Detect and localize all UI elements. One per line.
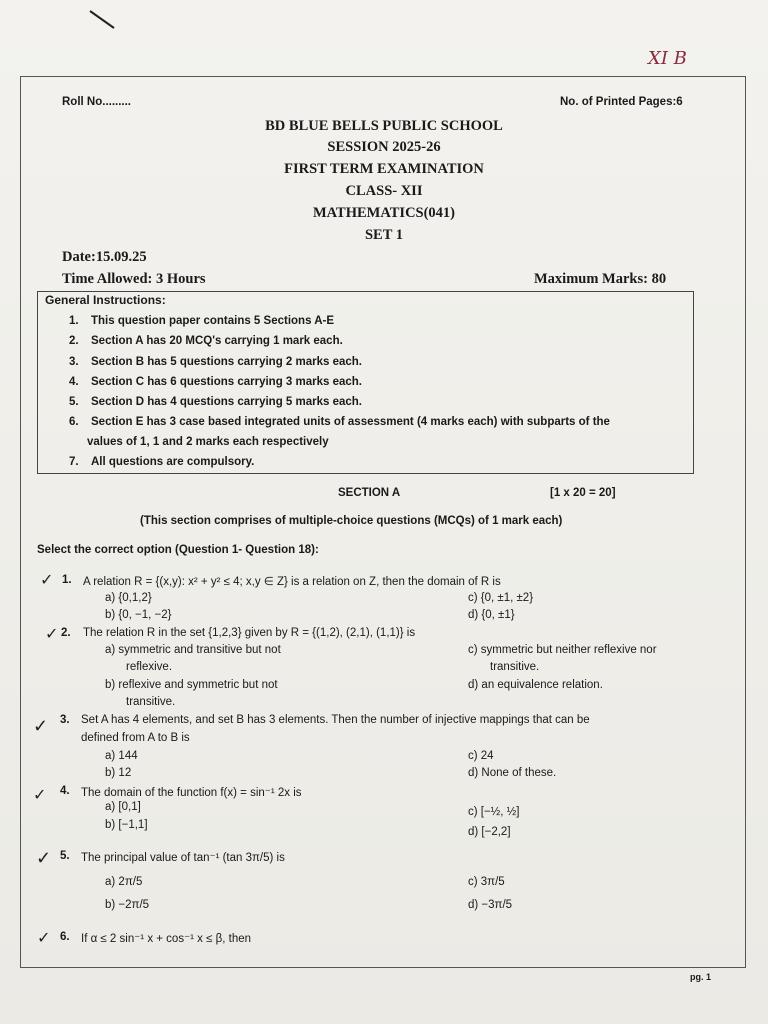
instructions-title: General Instructions: — [45, 293, 166, 307]
session: SESSION 2025-26 — [327, 139, 441, 155]
exam-date: Date:15.09.25 — [62, 249, 147, 265]
check-mark-icon: ✓ — [37, 930, 51, 947]
class-annotation: XI B — [648, 48, 687, 69]
check-mark-icon: ✓ — [40, 572, 54, 589]
check-mark-icon: ✓ — [36, 848, 52, 868]
check-mark-icon: ✓ — [33, 787, 47, 804]
check-mark-icon: ✓ — [33, 716, 49, 736]
select-instruction: Select the correct option (Question 1- Question 18): — [37, 544, 319, 556]
time-allowed: Time Allowed: 3 Hours — [62, 271, 206, 287]
school-name: BD BLUE BELLS PUBLIC SCHOOL — [265, 118, 503, 134]
class-label: CLASS- XII — [345, 183, 423, 199]
max-marks: Maximum Marks: 80 — [534, 271, 667, 287]
exam-title: FIRST TERM EXAMINATION — [284, 161, 484, 177]
section-description: (This section comprises of multiple-choice questions (MCQs) of 1 mark each) — [140, 515, 563, 527]
roll-no: Roll No......... — [62, 96, 131, 108]
pen-stroke-icon — [88, 8, 118, 32]
page-number: pg. 1 — [690, 972, 712, 982]
section-marks: [1 x 20 = 20] — [550, 487, 616, 499]
section-title: SECTION A — [338, 487, 401, 499]
set-label: SET 1 — [364, 227, 404, 243]
check-mark-icon: ✓ — [45, 626, 59, 643]
printed-pages: No. of Printed Pages:6 — [560, 96, 683, 108]
exam-paper: XI B Roll No......... No. of Printed Pages:6 BD BLUE BELLS PUBLIC SCHOOL SESSION 2025-26 FIRST TERM EXAMINATION CLASS- XII MATHEMATICS(041) SET 1 Date:15.09.25 Time Allowed: 3 Hours Maximum Marks: 80 General Instructions: 1. This question paper contains 5 Sections A-E 2. Section A has 20 MCQ's carrying 1 mark each. 3. Section B has 5 questions carrying 2 marks each. 4. Section C has 6 questions carrying 3 marks each. 5. Section D has 4 questions carrying 5 marks each. 6. Section E has 3 case based integrated units of assessment (4 marks each) with subparts of the values of 1, 1 and 2 marks each respectively 7. All questions are compulsory. SECTION A [1 x 20 = 20] (This section comprises of multiple-choice questions (MCQs) of 1 mark each) Select the correct option (Question 1- Question 18): ✓ 1. A relation R = {(x,y): x² + y² ≤ 4; x,y ∈ Z} is a relation on Z, then the domain of R is a) {0,1,2} b) {0, −1, −2} c) {0, ±1, ±2} d) {0, ±1} ✓ 2. The relation R in the set {1,2,3} given by R = {(1,2), (2,1), (1,1)} is a) symmetric and transitive but not reflexive. b) reflexive and symmetric but not transitive. c) symmetric but neither reflexive nor transitive. d) an equivalence relation. ✓ 3. Set A has 4 elements, and set B has 3 elements. Then the number of injective mappings that can be defined from A to B is a) 144 b) 12 c) 24 d) None of these. ✓ 4. The domain of the function f(x) = sin⁻¹ 2x is a) [0,1] b) [−1,1] c) [−½, ½] d) [−2,2] ✓ 5. The principal value of tan⁻¹ (tan 3π/5) is a) 2π/5 b) −2π/5 c) 3π/5 d) −3π/5 ✓ 6. If α ≤ 2 sin⁻¹ x + cos⁻¹ x ≤ β, then pg. 1 — [0, 0, 768, 1024]
subject: MATHEMATICS(041) — [312, 205, 456, 221]
